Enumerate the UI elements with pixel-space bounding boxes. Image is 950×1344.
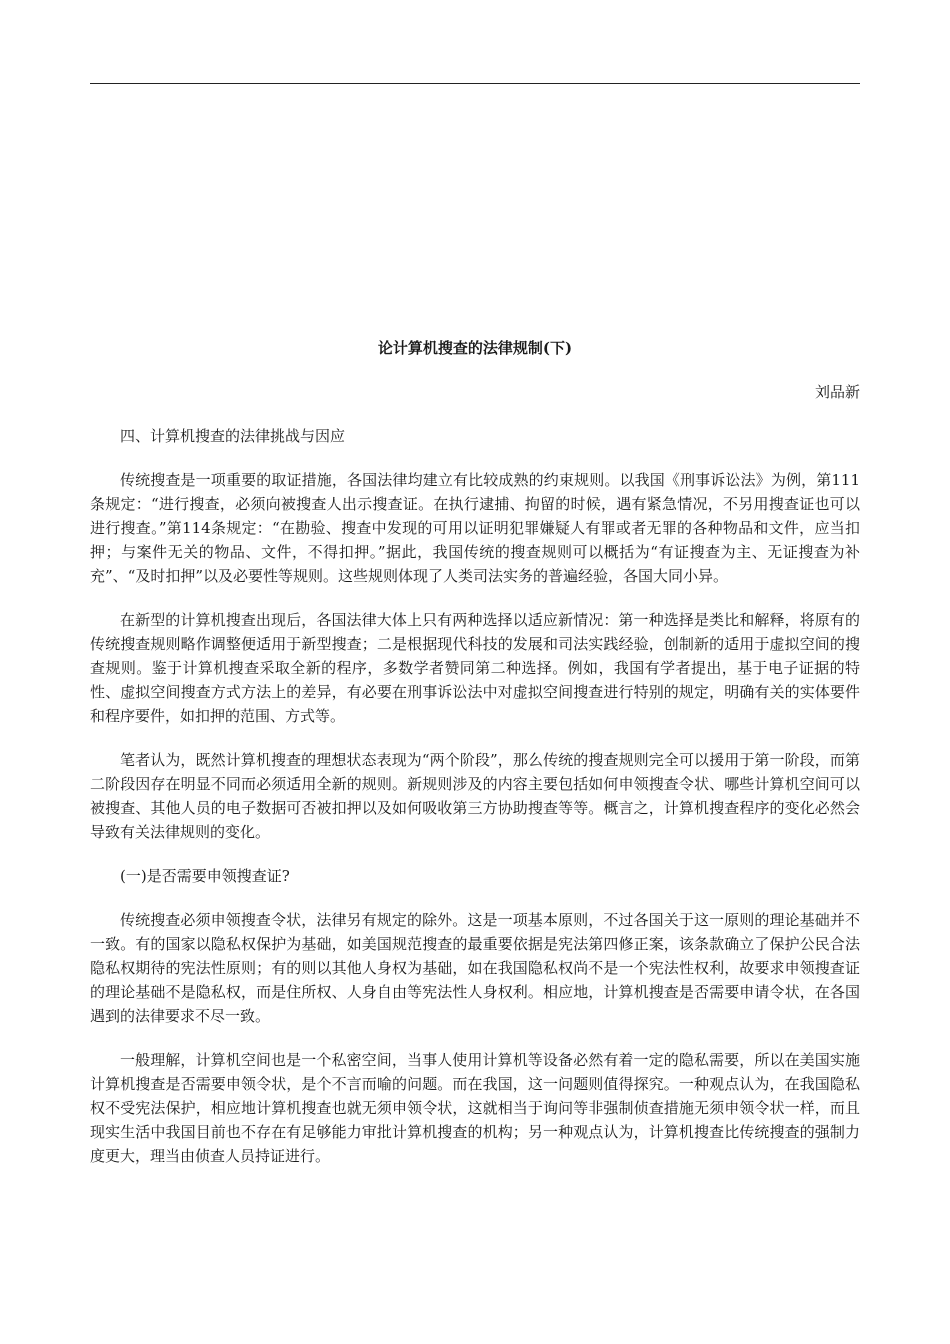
section-heading: 四、计算机搜查的法律挑战与因应	[120, 427, 346, 445]
header-rule	[90, 83, 860, 84]
subsection-heading: (一)是否需要申领搜查证?	[120, 867, 290, 885]
paragraph: 一般理解，计算机空间也是一个私密空间，当事人使用计算机等设备必然有着一定的隐私需要，所以在美国实施计算机搜查是否需要申领令状，是个不言而喻的问题。而在我国，这一问题则值得探究。一种观点认为，在我国隐私权不受宪法保护，相应地计算机搜查也就无须申领令状，这就相当于询问等非强制侦查措施无须申领令状一样，而且现实生活中我国目前也不存在有足够能力审批计算机搜查的机构；另一种观点认为，计算机搜查比传统搜查的强制力度更大，理当由侦查人员持证进行。	[90, 1051, 860, 1165]
document-title: 论计算机搜查的法律规制(下)	[377, 339, 573, 357]
paragraph: 传统搜查必须申领搜查令状，法律另有规定的除外。这是一项基本原则，不过各国关于这一原则的理论基础并不一致。有的国家以隐私权保护为基础，如美国规范搜查的最重要依据是宪法第四修正案，该条款确立了保护公民合法隐私权期待的宪法性原则；有的则以其他人身权为基础，如在我国隐私权尚不是一个宪法性权利，故要求申领搜查证的理论基础不是隐私权，而是住所权、人身自由等宪法性人身权利。相应地，计算机搜查是否需要申请令状，在各国遇到的法律要求不尽一致。	[90, 911, 860, 1025]
document-body	[90, 336, 860, 1168]
paragraph: 笔者认为，既然计算机搜查的理想状态表现为“两个阶段”，那么传统的搜查规则完全可以援用于第一阶段，而第二阶段因存在明显不同而必须适用全新的规则。新规则涉及的内容主要包括如何申领搜查令状、哪些计算机空间可以被搜查、其他人员的电子数据可否被扣押以及如何吸收第三方协助搜查等等。概言之，计算机搜查程序的变化必然会导致有关法律规则的变化。	[90, 751, 860, 841]
paragraph: 在新型的计算机搜查出现后，各国法律大体上只有两种选择以适应新情况：第一种选择是类比和解释，将原有的传统搜查规则略作调整便适用于新型搜查；二是根据现代科技的发展和司法实践经验，创制新的适用于虚拟空间的搜查规则。鉴于计算机搜查采取全新的程序，多数学者赞同第二种选择。例如，我国有学者提出，基于电子证据的特性、虚拟空间搜查方式方法上的差异，有必要在刑事诉讼法中对虚拟空间搜查进行特别的规定，明确有关的实体要件和程序要件，如扣押的范围、方式等。	[90, 611, 860, 725]
author-name: 刘品新	[814, 383, 860, 401]
paragraph: 传统搜查是一项重要的取证措施，各国法律均建立有比较成熟的约束规则。以我国《刑事诉讼法》为例，第111条规定：“进行搜查，必须向被搜查人出示搜查证。在执行逮捕、拘留的时候，遇有紧急情况，不另用搜查证也可以进行搜查。”第114条规定：“在勘验、搜查中发现的可用以证明犯罪嫌疑人有罪或者无罪的各种物品和文件，应当扣押；与案件无关的物品、文件，不得扣押。”据此，我国传统的搜查规则可以概括为“有证搜查为主、无证搜查为补充”、“及时扣押”以及必要性等规则。这些规则体现了人类司法实务的普遍经验，各国大同小异。	[90, 471, 860, 585]
